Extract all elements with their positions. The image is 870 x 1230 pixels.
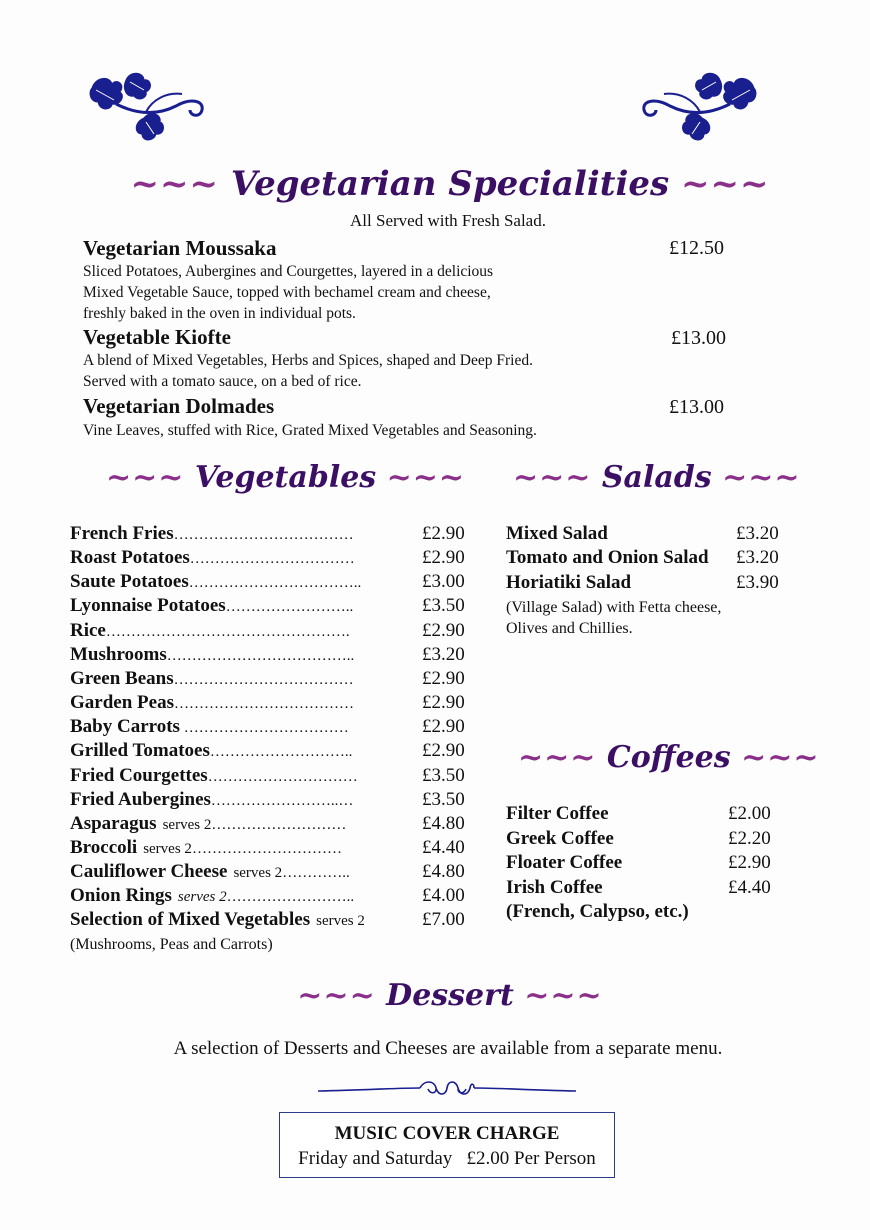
vegetable-row: [70, 644, 470, 668]
dot-leader: …………..: [282, 865, 350, 881]
vegetable-name: Onion Rings: [70, 885, 172, 906]
dot-leader: ……………………..…: [210, 793, 354, 809]
item-name: Vegetable Kiofte: [83, 325, 231, 349]
salad-price: £3.20: [736, 547, 779, 568]
section-title: Salads: [601, 460, 712, 495]
tilde-right: ~~~: [722, 460, 801, 495]
cover-line: Friday and Saturday £2.00 Per Person: [298, 1148, 596, 1169]
vegetable-name: Mushrooms: [70, 644, 167, 665]
dot-leader: ……………………..: [225, 599, 354, 615]
item-name: Vegetarian Dolmades: [83, 394, 275, 418]
dot-leader: ………………………………: [173, 672, 354, 688]
vegetable-price: £2.90: [422, 620, 465, 641]
coffee-note-text: (French, Calypso, etc.): [506, 901, 689, 922]
vegetable-price: £2.90: [422, 716, 465, 737]
note-line: (Village Salad) with Fetta cheese,: [506, 599, 722, 616]
vegetable-price: £3.50: [422, 595, 465, 616]
coffee-price: £4.40: [728, 877, 771, 898]
coffee-name: Floater Coffee: [506, 852, 623, 873]
vegetable-name: Cauliflower Cheese: [70, 861, 228, 882]
vegetables-heading: [106, 460, 465, 495]
vegetable-name: Grilled Tomatoes: [70, 740, 210, 761]
vegetable-name: Green Beans: [70, 668, 174, 689]
dot-leader: ………………………………: [173, 527, 354, 543]
section-title: Dessert: [386, 978, 514, 1013]
section-title: Coffees: [606, 740, 731, 775]
vegetable-price: £3.50: [422, 765, 465, 786]
vegetable-price: £2.90: [422, 547, 465, 568]
salad-name: Horiatiki Salad: [506, 572, 632, 593]
vegetable-name: Fried Courgettes: [70, 765, 208, 786]
vegetable-row: [70, 740, 470, 764]
salad-row: [506, 523, 786, 547]
vegetable-serves: serves 2: [162, 817, 212, 833]
vegetable-serves: serves 2: [316, 913, 365, 929]
vegetables-footnote: (Mushrooms, Peas and Carrots): [70, 936, 273, 953]
tilde-left: ~~~: [297, 978, 376, 1013]
vegetable-row: [70, 837, 470, 861]
music-cover-box: [279, 1112, 615, 1178]
vegetable-price: £3.00: [422, 571, 465, 592]
dessert-text: A selection of Desserts and Cheeses are available from a separate menu.: [173, 1038, 723, 1059]
vegetable-name: Baby Carrots: [70, 716, 180, 737]
vegetable-row: [70, 620, 470, 644]
item-description: [83, 420, 537, 441]
coffee-note: [506, 901, 689, 925]
tilde-right: ~~~: [741, 740, 820, 775]
desc-line: Mixed Vegetable Sauce, topped with bechamel cream and cheese,: [83, 284, 491, 301]
vegetable-name: Asparagus: [70, 813, 157, 834]
vegetable-row: [70, 692, 470, 716]
coffee-price: £2.20: [728, 828, 771, 849]
tilde-right: ~~~: [524, 978, 603, 1013]
note-line: Olives and Chillies.: [506, 620, 633, 637]
desc-line: Served with a tomato sauce, on a bed of rice.: [83, 373, 362, 390]
section-title: Vegetables: [194, 460, 377, 495]
coffee-price: £2.90: [728, 852, 771, 873]
vegetable-row: [70, 571, 470, 595]
vine-ornament-right-icon: [636, 70, 760, 146]
salad-price: £3.90: [736, 572, 779, 593]
vegetable-row: [70, 523, 470, 547]
vegetable-row: [70, 765, 470, 789]
item-price: £13.00: [669, 396, 724, 418]
coffee-name: Irish Coffee: [506, 877, 603, 898]
vegetable-name: Garden Peas: [70, 692, 174, 713]
coffee-row: [506, 852, 786, 876]
tilde-right: ~~~: [680, 164, 770, 204]
item-name: Vegetarian Moussaka: [83, 236, 277, 260]
item-price: £12.50: [669, 237, 724, 259]
desc-line: Vine Leaves, stuffed with Rice, Grated Mixed Vegetables and Seasoning.: [83, 422, 537, 439]
vegetable-serves: serves 2: [177, 889, 227, 905]
dot-leader: ……………………………: [179, 720, 349, 736]
dot-leader: ……………………………: [189, 551, 355, 567]
vegetable-name: Rice: [70, 620, 106, 641]
tilde-right: ~~~: [386, 460, 466, 495]
vegetable-row: [70, 547, 470, 571]
salad-row: [506, 572, 786, 596]
salad-note: [506, 597, 721, 639]
coffee-row: [506, 877, 786, 901]
vegetable-row: [70, 595, 470, 619]
vegetable-price: £2.90: [422, 668, 465, 689]
cover-title: MUSIC COVER CHARGE: [334, 1123, 560, 1144]
tilde-left: ~~~: [130, 164, 220, 204]
vegetable-price: £2.90: [422, 692, 465, 713]
vegetable-row: [70, 813, 470, 837]
desc-line: freshly baked in the oven in individual pots.: [83, 305, 356, 322]
salad-row: [506, 547, 786, 571]
coffees-heading: [518, 740, 820, 775]
tilde-left: ~~~: [518, 740, 597, 775]
desc-line: Sliced Potatoes, Aubergines and Courgettes, layered in a delicious: [83, 263, 494, 280]
vegetable-price: £2.90: [422, 740, 465, 761]
salad-name: Mixed Salad: [506, 523, 608, 544]
vine-ornament-left-icon: [86, 70, 210, 146]
vegetable-price: £3.20: [422, 644, 465, 665]
vegetable-name: French Fries: [70, 523, 174, 544]
vegetable-serves: serves 2: [143, 841, 192, 857]
item-description: [83, 350, 533, 392]
dot-leader: ………………………………………….: [105, 624, 350, 640]
dessert-heading: [0, 978, 870, 1013]
vegetarian-heading: [0, 164, 870, 204]
dot-leader: ………………………: [211, 817, 347, 833]
dot-leader: …………………………: [191, 841, 342, 857]
vegetable-serves: serves 2: [233, 865, 283, 881]
coffee-name: Greek Coffee: [506, 828, 614, 849]
dot-leader: ……………………………..: [188, 575, 362, 591]
dot-leader: …………………………: [207, 769, 358, 785]
item-description: [83, 261, 493, 324]
vegetable-name: Fried Aubergines: [70, 789, 211, 810]
tilde-left: ~~~: [106, 460, 185, 495]
coffee-row: [506, 828, 786, 852]
scroll-divider-icon: [316, 1078, 578, 1100]
vegetable-price: £4.80: [422, 813, 465, 834]
vegetable-price: £7.00: [422, 909, 465, 930]
vegetable-row: [70, 668, 470, 692]
vegetable-row: [70, 861, 470, 885]
item-price: £13.00: [671, 327, 726, 349]
dot-leader: ………………………..: [209, 744, 353, 760]
vegetable-row: [70, 909, 470, 933]
vegetable-price: £3.50: [422, 789, 465, 810]
desc-line: A blend of Mixed Vegetables, Herbs and Spices, shaped and Deep Fried.: [83, 352, 533, 369]
section-title: Vegetarian Specialities: [230, 164, 670, 204]
vegetable-name: Roast Potatoes: [70, 547, 190, 568]
dot-leader: ………………………………: [173, 696, 354, 712]
vegetarian-subtitle: All Served with Fresh Salad.: [350, 211, 546, 230]
vegetable-price: £2.90: [422, 523, 465, 544]
tilde-left: ~~~: [513, 460, 592, 495]
vegetable-price: £4.00: [422, 885, 465, 906]
salad-price: £3.20: [736, 523, 779, 544]
vegetable-name: Saute Potatoes: [70, 571, 189, 592]
vegetable-price: £4.80: [422, 861, 465, 882]
vegetable-row: [70, 789, 470, 813]
dot-leader: ………………………………..: [166, 648, 355, 664]
vegetable-name: Broccoli: [70, 837, 138, 858]
vegetable-price: £4.40: [422, 837, 465, 858]
vegetable-name: Selection of Mixed Vegetables: [70, 909, 311, 930]
coffee-price: £2.00: [728, 803, 771, 824]
vegetable-row: [70, 885, 470, 909]
vegetable-name: Lyonnaise Potatoes: [70, 595, 226, 616]
salad-name: Tomato and Onion Salad: [506, 547, 709, 568]
salads-heading: [513, 460, 801, 495]
dot-leader: ……………………..: [226, 889, 355, 905]
coffee-name: Filter Coffee: [506, 803, 609, 824]
vegetable-row: [70, 716, 470, 740]
coffee-row: [506, 803, 786, 827]
